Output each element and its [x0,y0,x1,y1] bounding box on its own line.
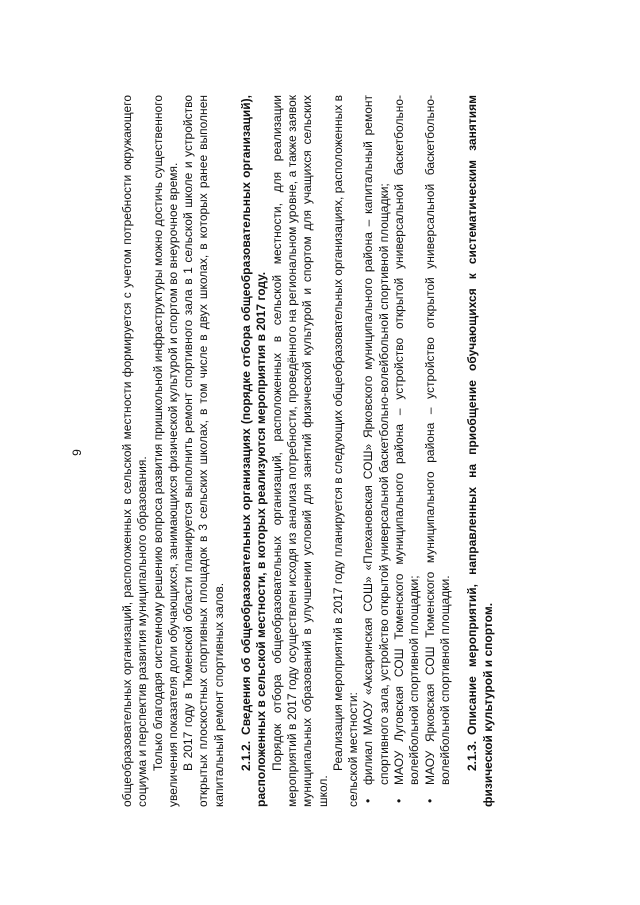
section-heading-2-1-2 [239,95,270,807]
paragraph-selection-order: Порядок отбора общеобразовательных организаций, расположенных в сельской местности, для реализации мероприятий в 2017 году осуществлен исходя из анализа потребности, проведённого на региональном уровне, а также заявок муниципальных образований в улучшении условий для занятий физической культурой и спортом для учащихся сельских школ. [269,95,330,807]
list-item: • МАОУ Ярковская СОШ Тюменского муниципального района – устройство открытой универсальной баскетбольно-волейбольной спортивной площадки. [422,95,452,803]
list-item: • филиал МАОУ «Аксаринская СОШ» «Плехановская СОШ» Ярковского муниципального района – капитальный ремонт спортивного зала, устройство открытой универсальной баскетбольно-волейбольной спортивной площадки; [361,95,391,803]
paragraph-infrastructure: Только благодаря системному решению вопроса развития пришкольной инфраструктуры можно достичь существенного увеличения показателя доли обучающихся, занимающихся физической культурой и спортом во внеурочное время. [150,95,180,807]
bullet-icon: • [361,798,376,803]
section-number: 2.1.3. [465,740,480,771]
list-item: • МАОУ Луговская СОШ Тюменского муниципального района – устройство открытой универсальной баскетбольно-волейбольной спортивной площадки; [392,95,422,803]
page-number: 9 [70,449,84,456]
paragraph-intro: общеобразовательных организаций, расположенных в сельской местности формируется с учетом потребности окружающего социума и перспектив развития муниципального образования. [120,95,150,807]
paragraph-plan-2017: В 2017 году в Тюменской области планируется выполнить ремонт спортивного зала в 1 сельской школе и устройство открытых плоскостных спортивных площадок в 3 сельских школах, в том числе в двух школах, в которых ранее выполнен капитальный ремонт спортивных залов. [181,95,226,807]
section-title: Описание мероприятий, направленных на приобщение обучающихся к систематическим занятиям физической культурой и спортом. [465,95,495,807]
schools-list [361,95,453,807]
section-heading-2-1-3 [465,95,496,807]
bullet-icon: • [422,798,437,803]
paragraph-implementation: Реализация мероприятий в 2017 году планируется в следующих общеобразовательных организациях, расположенных в сельской местности: [330,95,361,807]
document-body [120,95,496,807]
section-number: 2.1.2. [239,740,254,771]
bullet-icon: • [392,798,407,803]
section-title: Сведения об общеобразовательных организациях (порядке отбора общеобразовательных организаций), расположенных в сельской местности, в которых реализуются мероприятия в 2017 году. [239,95,269,807]
